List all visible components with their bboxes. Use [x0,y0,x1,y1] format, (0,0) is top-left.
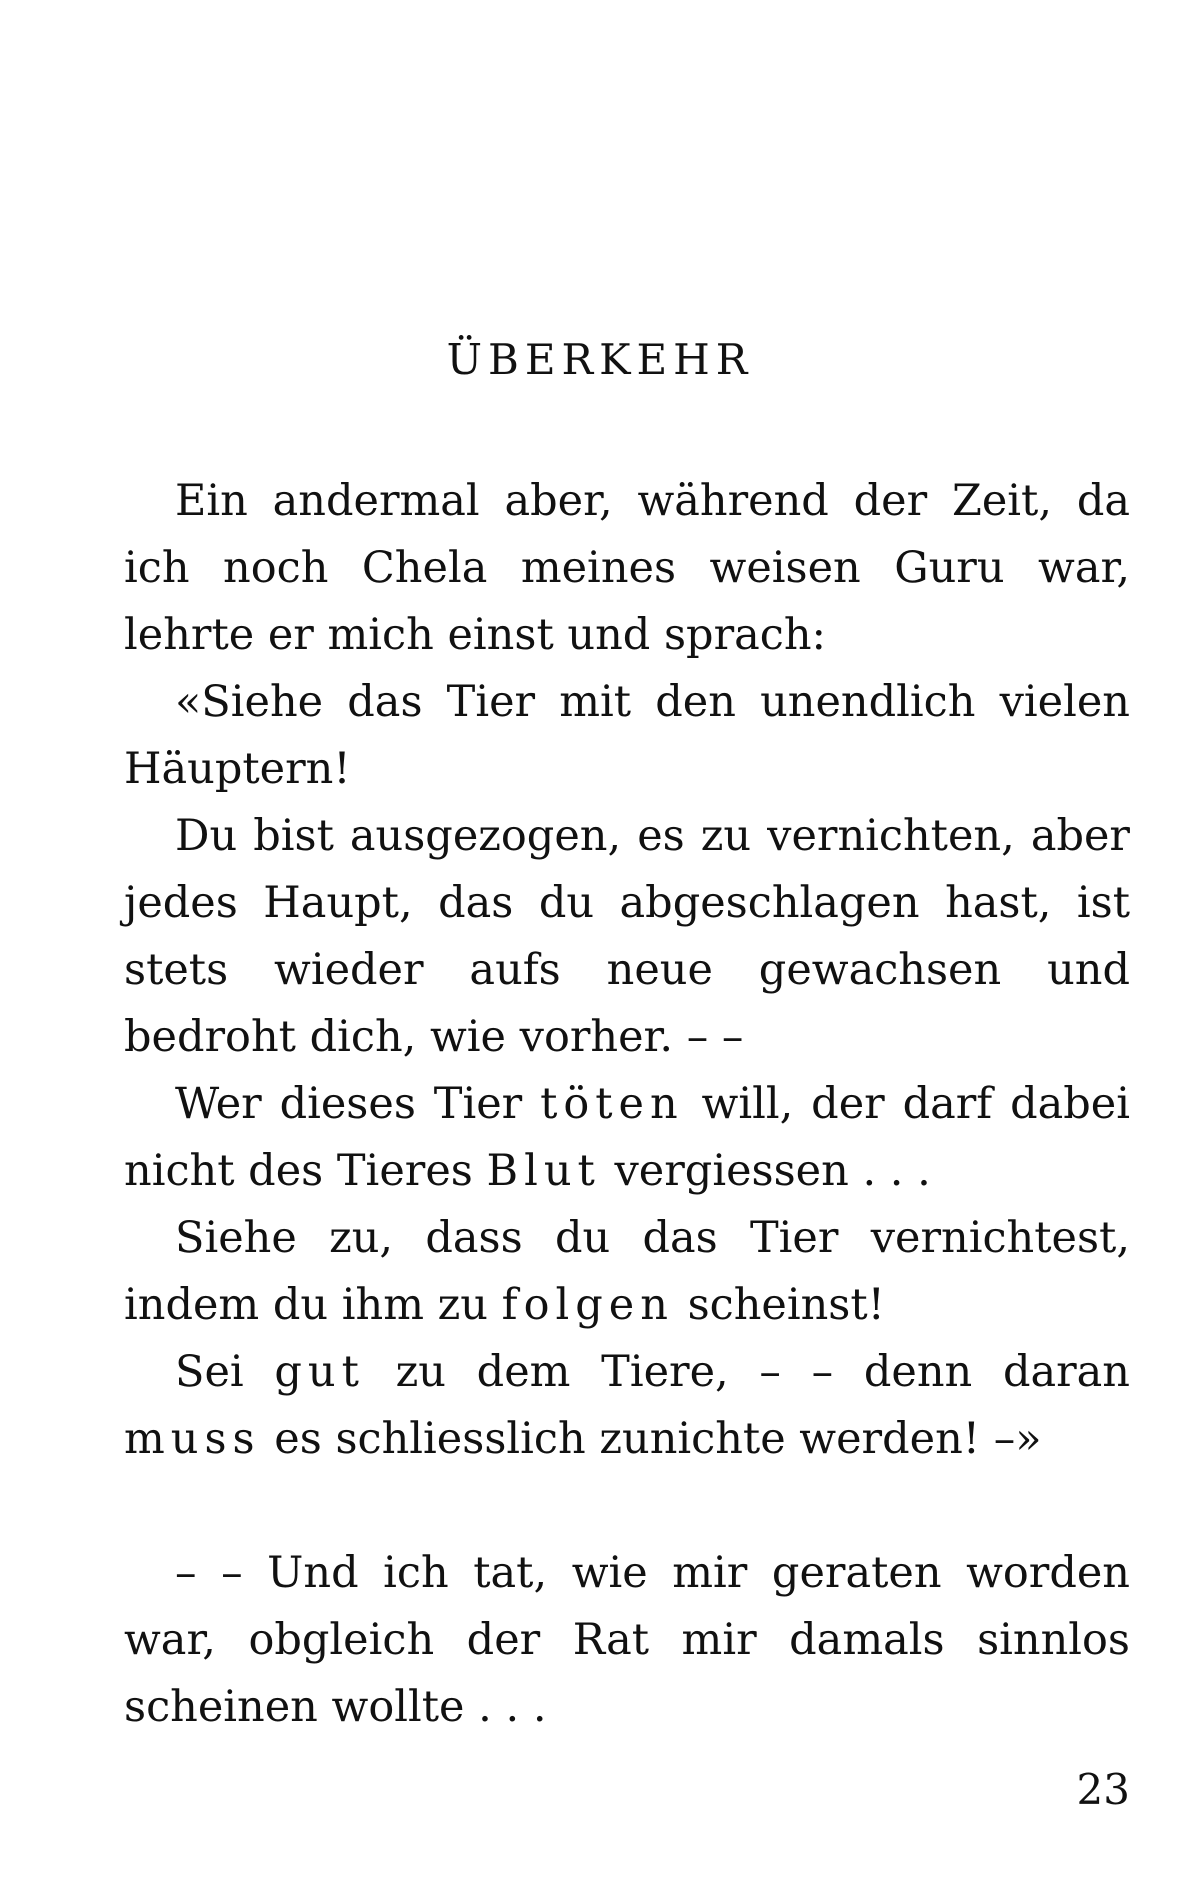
paragraph-4-text-a: Wer dieses Tier [175,1079,541,1129]
paragraph-6-text-a: Sei [175,1347,275,1397]
page-number: 23 [1076,1765,1130,1814]
paragraph-1: Ein andermal aber, während der Zeit, da ich noch Chela meines weisen Guru war, lehrte er mich einst und sprach: [124,476,1130,660]
paragraph-7: – – Und ich tat, wie mir geraten worden war, obgleich der Rat mir damals sinnlos scheinen wollte . . . [124,1548,1130,1732]
paragraph-4-text-e: vergiessen . . . [600,1146,931,1196]
paragraph-3: Du bist ausgezogen, es zu vernichten, aber jedes Haupt, das du abgeschlagen hast, ist stets wieder aufs neue gewachsen und bedroht dich, wie vorher. – – [124,811,1130,1062]
paragraph-4-text-c: will, der darf dabei nicht des Tieres [124,1079,1130,1196]
paragraph-4 [124,1071,1130,1205]
paragraph-6 [124,1339,1130,1473]
paragraph-6-text-c: zu dem Tiere, – – denn daran [364,1347,1130,1397]
chapter-title: ÜBERKEHR [446,335,754,384]
emphasis-toeten: töten [540,1079,684,1129]
paragraph-6-text-e: es schliesslich zunichte werden! –» [260,1414,1042,1464]
emphasis-muss: muss [124,1414,261,1464]
paragraph-5-text-c: scheinst! [673,1280,885,1330]
emphasis-folgen: folgen [501,1280,674,1330]
paragraph-5-text-a: Siehe zu, dass du das Tier vernichtest, indem du ihm zu [124,1213,1130,1330]
emphasis-blut: Blut [486,1146,601,1196]
paragraph-5 [124,1205,1130,1339]
body-text [124,468,1130,1741]
paragraph-2: «Siehe das Tier mit den unendlich vielen Häuptern! [124,677,1130,794]
emphasis-gut: gut [274,1347,365,1397]
